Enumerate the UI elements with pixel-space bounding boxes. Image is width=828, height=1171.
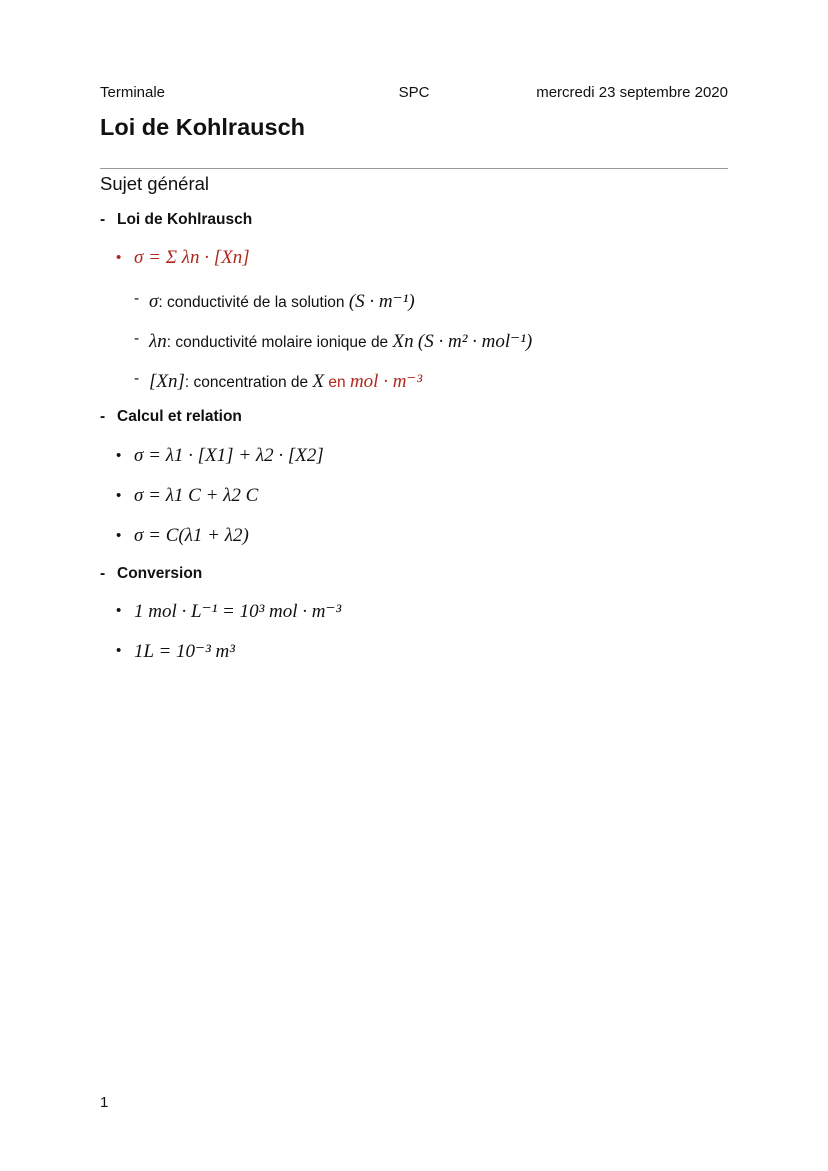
- dash-marker: -: [100, 408, 106, 425]
- definition-symbol: [Xn]: [149, 371, 185, 392]
- section-subtitle: Sujet général: [100, 173, 210, 194]
- definition-species: Xn: [392, 331, 414, 352]
- kohlrausch-formula: σ = Σ λn · [Xn]: [134, 247, 250, 268]
- equation: σ = λ1 C + λ2 C: [134, 485, 259, 506]
- equation: 1 mol · L⁻¹ = 10³ mol · m⁻³: [134, 601, 342, 622]
- definition-text: conductivité de la solution: [167, 294, 345, 311]
- definition-content: [Xn]: concentration de X en mol · m⁻³: [149, 371, 423, 392]
- header-date: mercredi 23 septembre 2020: [536, 84, 728, 101]
- bullet-marker: •: [116, 642, 122, 659]
- definition-text: concentration de: [193, 374, 309, 391]
- dash-marker: -: [100, 211, 106, 228]
- header-class: Terminale: [100, 84, 166, 101]
- dash-marker: -: [134, 330, 140, 347]
- definition-text: conductivité molaire ionique de: [175, 334, 389, 351]
- bullet-marker: •: [116, 487, 122, 504]
- dash-marker: -: [134, 290, 140, 307]
- bullet-marker: •: [116, 249, 122, 266]
- definition-unit: (S · m² · mol⁻¹): [417, 331, 533, 352]
- definition-species: X: [312, 371, 325, 392]
- equation: σ = λ1 · [X1] + λ2 · [X2]: [134, 445, 324, 466]
- definition-content: λn: conductivité molaire ionique de Xn (S · m² · mol⁻¹): [149, 331, 533, 352]
- bullet-marker: •: [116, 527, 122, 544]
- definition-en: en: [328, 374, 346, 391]
- title-divider: [100, 168, 728, 169]
- page-header: [100, 84, 728, 104]
- definition-unit: (S · m⁻¹): [348, 291, 415, 312]
- definition-unit: mol · m⁻³: [349, 371, 423, 392]
- section-heading: Calcul et relation: [117, 408, 242, 425]
- dash-marker: -: [100, 565, 106, 582]
- definition-symbol: σ: [149, 291, 159, 312]
- equation: σ = C(λ1 + λ2): [134, 525, 249, 546]
- page-title: Loi de Kohlrausch: [100, 114, 305, 140]
- bullet-marker: •: [116, 602, 122, 619]
- bullet-marker: •: [116, 447, 122, 464]
- definition-content: σ: conductivité de la solution (S · m⁻¹): [149, 291, 415, 312]
- page-number: 1: [100, 1094, 109, 1111]
- definition-symbol: λn: [149, 331, 167, 352]
- section-heading: Loi de Kohlrausch: [117, 211, 253, 228]
- section-heading: Conversion: [117, 565, 203, 582]
- dash-marker: -: [134, 370, 140, 387]
- header-subject: SPC: [398, 84, 430, 101]
- equation: 1L = 10⁻³ m³: [134, 641, 235, 662]
